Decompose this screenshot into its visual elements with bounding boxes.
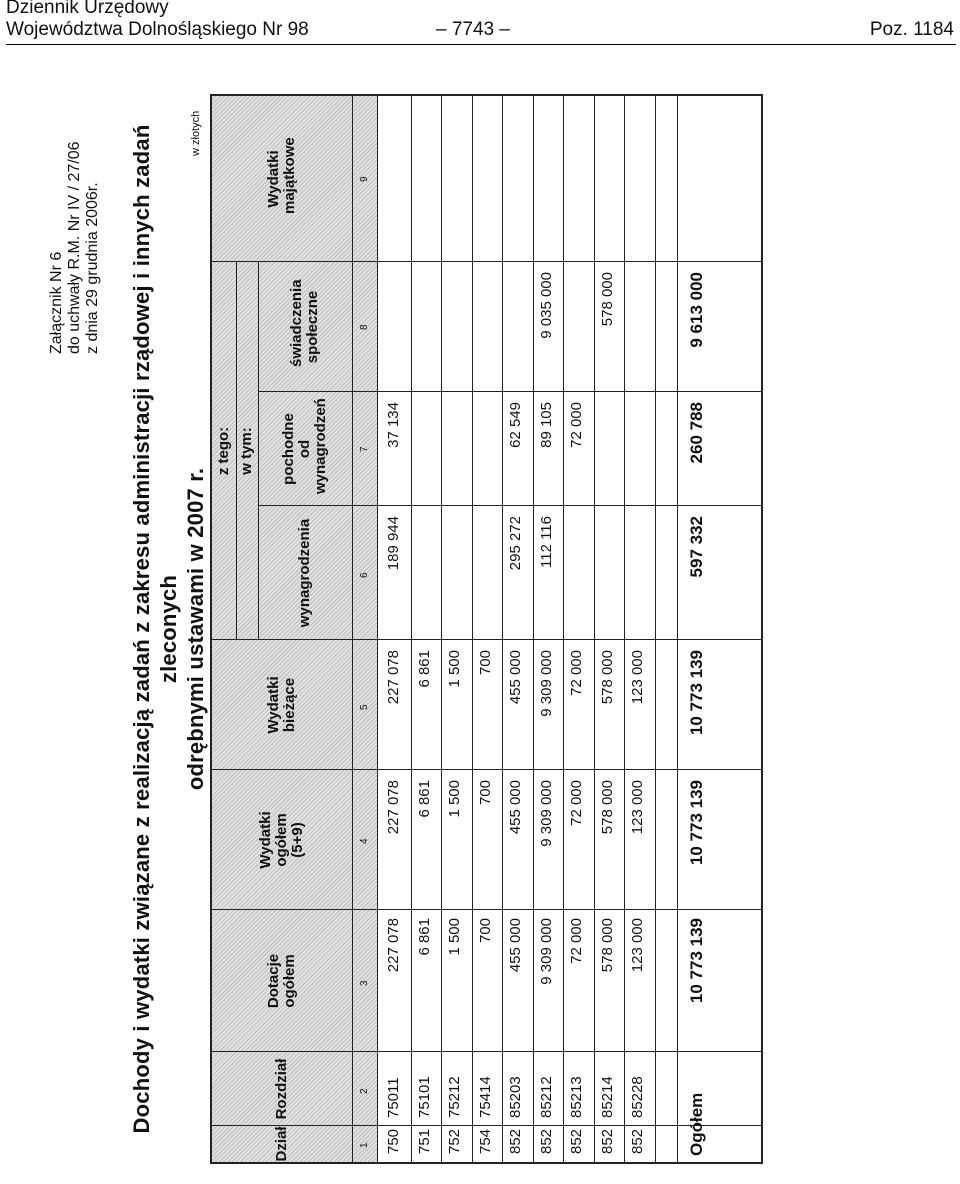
cell-rozdzial: 75011 <box>385 1077 402 1118</box>
cell-wynagrodzenia: 295 272 <box>507 516 524 571</box>
col-number: 7 <box>359 446 370 452</box>
annex-line-1: Załącznik Nr 6 <box>48 251 65 354</box>
col-header-wydatki-ogolem: Wydatki ogółem (5+9) <box>257 811 306 869</box>
grid-line <box>212 1051 761 1052</box>
cell-biezace: 9 309 000 <box>537 650 555 717</box>
col-header-wynagrodzenia: wynagrodzenia <box>296 518 313 628</box>
title-line-1: Dochody i wydatki związane z realizacją zadań z zakresu administracji rządowej i innych zadań zleconych <box>129 124 181 1134</box>
grid-line <box>212 639 761 640</box>
grid-line <box>212 769 761 770</box>
cell-biezace: 455 000 <box>507 650 524 705</box>
journal-title: Dziennik Urzędowy <box>6 0 169 18</box>
cell-dotacje: 578 000 <box>598 918 616 973</box>
grid-line <box>411 96 412 1162</box>
cell-pochodne: 89 105 <box>537 402 555 448</box>
journal-issue: Województwa Dolnośląskiego Nr 98 <box>6 19 309 40</box>
annex-reference <box>48 141 102 354</box>
col-header-pochodne: pochodne od wynagrodzeń <box>280 398 329 494</box>
cell-dzial: 750 <box>385 1128 402 1154</box>
grid-line <box>677 96 678 1162</box>
grid-line <box>258 505 761 506</box>
cell-rozdzial: 75212 <box>446 1076 463 1118</box>
cell-rozdzial: 75101 <box>415 1076 433 1118</box>
cell-swiadczenia: 578 000 <box>598 272 616 327</box>
page-header <box>6 0 956 46</box>
cell-ogolem: 700 <box>476 780 494 806</box>
cell-ogolem: 578 000 <box>598 780 616 835</box>
col-number: 4 <box>359 838 370 844</box>
cell-wynagrodzenia: 112 116 <box>537 516 555 568</box>
cell-dzial: 852 <box>598 1128 616 1154</box>
cell-dzial: 852 <box>507 1128 524 1154</box>
col-header-z-tego: z tego: <box>215 426 232 476</box>
cell-dzial: 852 <box>629 1128 646 1154</box>
total-pochodne: 260 788 <box>686 402 706 464</box>
cell-pochodne: 62 549 <box>507 402 524 448</box>
total-wynagrodzenia: 597 332 <box>686 516 706 578</box>
col-header-wydatki-majatkowe: Wydatki majątkowe <box>265 137 298 214</box>
position-number: Poz. 1184 <box>869 19 954 40</box>
cell-biezace: 227 078 <box>385 650 402 705</box>
col-number: 9 <box>359 176 370 182</box>
grid-line <box>258 391 761 392</box>
cell-rozdzial: 75414 <box>476 1076 494 1118</box>
cell-pochodne: 37 134 <box>385 402 402 448</box>
total-biezace: 10 773 139 <box>686 650 706 736</box>
header-rule <box>6 44 956 45</box>
grid-line <box>377 96 378 1162</box>
document-title <box>128 94 209 1164</box>
grid-line <box>594 96 595 1162</box>
grid-line <box>533 96 534 1162</box>
col-header-swiadczenia: świadczenia społeczne <box>288 279 321 367</box>
cell-biezace: 72 000 <box>568 650 585 696</box>
cell-dotacje: 227 078 <box>385 918 402 973</box>
grid-line <box>212 1125 761 1126</box>
cell-dzial: 752 <box>446 1128 463 1154</box>
cell-dotacje: 6 861 <box>415 918 433 956</box>
grid-line <box>352 96 353 1162</box>
grid-line <box>212 909 761 910</box>
cell-dotacje: 1 500 <box>446 918 463 956</box>
grid-line <box>212 261 761 262</box>
col-number: 5 <box>359 704 370 710</box>
cell-ogolem: 9 309 000 <box>537 780 555 847</box>
total-swiadczenia: 9 613 000 <box>686 272 706 348</box>
cell-ogolem: 6 861 <box>415 780 433 818</box>
grid-line <box>655 96 656 1162</box>
cell-ogolem: 455 000 <box>507 780 524 835</box>
unit-label: w złotych <box>190 110 202 156</box>
total-ogolem: 10 773 139 <box>686 780 706 866</box>
annex-line-2: do uchwały R.M. Nr IV / 27/06 <box>66 141 83 354</box>
cell-dotacje: 700 <box>476 918 494 944</box>
total-dotacje: 10 773 139 <box>686 918 706 1004</box>
cell-rozdzial: 85212 <box>537 1076 555 1118</box>
grid-line <box>441 96 442 1162</box>
cell-ogolem: 123 000 <box>629 780 646 835</box>
cell-dotacje: 123 000 <box>629 918 646 973</box>
col-header-dzial: Dział <box>273 1126 290 1162</box>
cell-biezace: 578 000 <box>598 650 616 705</box>
col-number: 8 <box>359 324 370 330</box>
cell-dotacje: 9 309 000 <box>537 918 555 985</box>
total-label: Ogółem <box>686 1092 706 1156</box>
col-header-w-tym: w tym: <box>238 427 255 475</box>
cell-dzial: 751 <box>415 1128 433 1154</box>
cell-rozdzial: 85214 <box>598 1076 616 1118</box>
col-number: 6 <box>359 572 370 578</box>
grid-line <box>624 96 625 1162</box>
grid-line <box>236 262 237 640</box>
cell-dzial: 852 <box>537 1128 555 1154</box>
data-table <box>210 94 763 1164</box>
cell-rozdzial: 85213 <box>568 1076 585 1118</box>
col-number: 2 <box>359 1088 370 1094</box>
grid-line <box>502 96 503 1162</box>
cell-swiadczenia: 9 035 000 <box>537 272 555 339</box>
cell-ogolem: 1 500 <box>446 780 463 818</box>
cell-dzial: 754 <box>476 1128 494 1154</box>
col-header-rozdzial: Rozdział <box>273 1058 290 1120</box>
col-number: 1 <box>359 1142 370 1148</box>
cell-pochodne: 72 000 <box>568 402 585 448</box>
col-header-wydatki-biezace: Wydatki bieżące <box>265 676 298 734</box>
grid-line <box>472 96 473 1162</box>
col-header-dotacje: Dotacje ogółem <box>265 953 298 1009</box>
cell-biezace: 700 <box>476 650 494 676</box>
col-number: 3 <box>359 980 370 986</box>
cell-dotacje: 72 000 <box>568 918 585 964</box>
cell-wynagrodzenia: 189 944 <box>385 516 402 571</box>
cell-biezace: 1 500 <box>446 650 463 688</box>
grid-line <box>258 262 259 640</box>
cell-rozdzial: 85228 <box>629 1076 646 1118</box>
page-number: – 7743 – <box>436 19 510 40</box>
title-line-2: odrębnymi ustawami w 2007 r. <box>183 467 208 791</box>
scanned-annex <box>48 64 818 1164</box>
annex-line-3: z dnia 29 grudnia 2006r. <box>84 182 101 354</box>
cell-ogolem: 72 000 <box>568 780 585 826</box>
cell-biezace: 6 861 <box>415 650 433 688</box>
cell-dotacje: 455 000 <box>507 918 524 973</box>
cell-rozdzial: 85203 <box>507 1076 524 1118</box>
cell-biezace: 123 000 <box>629 650 646 705</box>
grid-line <box>563 96 564 1162</box>
cell-dzial: 852 <box>568 1128 585 1154</box>
cell-ogolem: 227 078 <box>385 780 402 835</box>
